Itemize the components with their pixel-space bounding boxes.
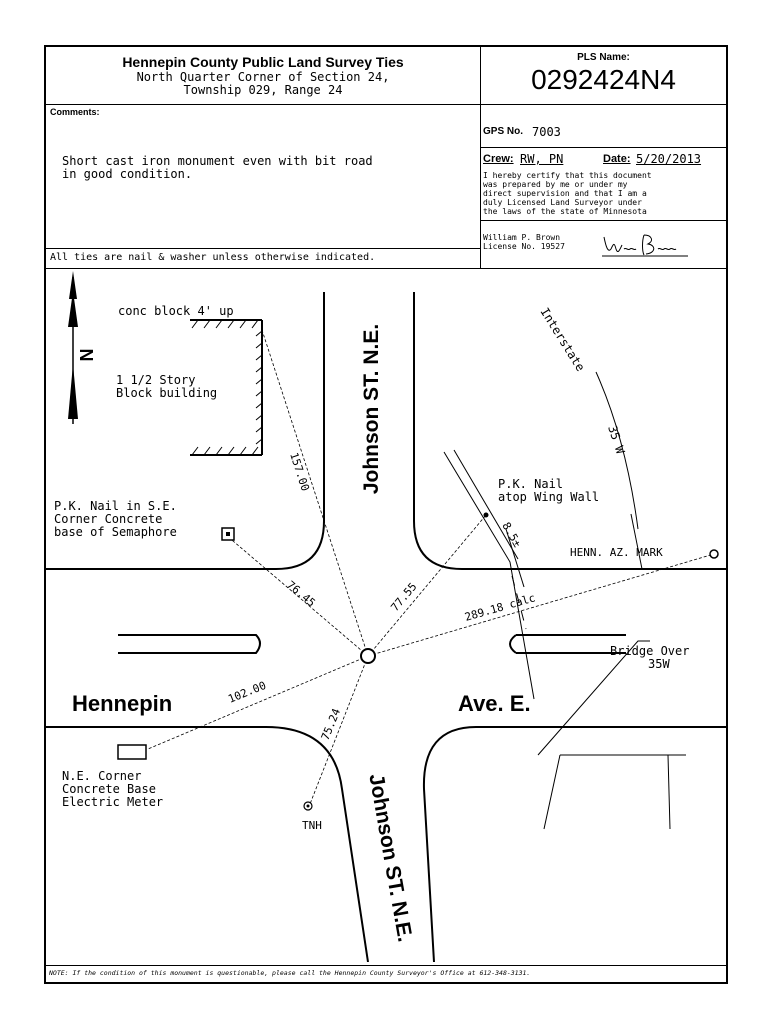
surveyor-name: William P. Brown xyxy=(483,233,561,242)
ne-corner-line-2: Concrete Base xyxy=(62,782,156,796)
tnh-center-icon xyxy=(307,805,310,808)
street-ave-e: Ave. E. xyxy=(458,691,531,716)
cert-line-3: direct supervision and that I am a xyxy=(483,189,647,198)
semaphore-nail-icon xyxy=(226,532,230,536)
bridge-label-line-2: 35W xyxy=(648,657,670,671)
gps-value: 7003 xyxy=(532,125,561,139)
pk-nail-wing-line-2: atop Wing Wall xyxy=(498,490,600,504)
pls-label: PLS Name: xyxy=(577,52,630,63)
tie-lines xyxy=(148,330,714,804)
footer-divider xyxy=(46,965,726,966)
distance-157: 157.00 xyxy=(287,450,312,493)
street-johnson-south: Johnson ST. N.E. xyxy=(364,771,417,944)
distance-289: 289.18 calc xyxy=(463,591,537,624)
tnh-label: TNH xyxy=(302,819,322,832)
surveyor-signature xyxy=(598,227,718,261)
north-label: N xyxy=(76,348,96,362)
electric-meter-icon xyxy=(118,745,146,759)
interstate-lines xyxy=(444,372,686,829)
ties-note: All ties are nail & washer unless otherwise indicated. xyxy=(50,252,376,263)
survey-map xyxy=(46,269,726,962)
crew-label: Crew: xyxy=(483,153,514,165)
gps-label: GPS No. xyxy=(483,126,524,137)
subtitle-line-2: Township 029, Range 24 xyxy=(183,83,343,97)
comments-label: Comments: xyxy=(50,107,100,117)
distance-8-5: 8.5± xyxy=(499,520,524,550)
header-divider-vertical xyxy=(480,47,481,268)
bridge-label-line-1: Bridge Over xyxy=(610,644,690,658)
cert-line-5: the laws of the state of Minnesota xyxy=(483,207,647,216)
henn-az-mark-label: HENN. AZ. MARK xyxy=(570,546,663,559)
date-value: 5/20/2013 xyxy=(636,152,702,166)
distance-76: 76.45 xyxy=(284,578,318,610)
license-number: License No. 19527 xyxy=(483,242,565,251)
comments-divider xyxy=(46,248,480,249)
gps-divider xyxy=(480,147,726,148)
date-label: Date: xyxy=(603,153,631,165)
title-divider xyxy=(46,104,480,105)
distance-77: 77.55 xyxy=(388,580,420,614)
comments-line-2: in good condition. xyxy=(62,167,193,181)
pk-nail-se-line-1: P.K. Nail in S.E. xyxy=(54,499,177,513)
interstate-label: Interstate xyxy=(537,305,588,374)
pls-value: 0292424N4 xyxy=(531,64,676,95)
cert-line-4: duly Licensed Land Surveyor under xyxy=(483,198,642,207)
distance-75: 75.24 xyxy=(318,706,344,743)
pls-divider xyxy=(480,104,726,105)
building-label-line-1: 1 1/2 Story xyxy=(116,373,196,387)
building-label-line-2: Block building xyxy=(116,386,218,400)
subtitle-line-1: North Quarter Corner of Section 24, xyxy=(136,70,390,84)
conc-block-label: conc block 4' up xyxy=(118,304,234,318)
az-mark-icon xyxy=(710,550,718,558)
monument-icon xyxy=(361,649,375,663)
cert-line-2: was prepared by me or under my xyxy=(483,180,628,189)
median-east xyxy=(510,635,626,653)
north-arrow-icon xyxy=(68,271,78,424)
footer-note: NOTE: If the condition of this monument is questionable, please call the Hennepin County Surveyor's Office at 612-348-3131. xyxy=(49,969,531,977)
pk-nail-se-line-3: base of Semaphore xyxy=(54,525,177,539)
interstate-number-label: 35 W xyxy=(605,423,628,456)
street-hennepin: Hennepin xyxy=(72,691,173,716)
distance-102: 102.00 xyxy=(226,678,268,706)
wing-wall-nail-icon xyxy=(484,513,489,518)
ne-corner-line-3: Electric Meter xyxy=(62,795,164,809)
street-johnson-north: Johnson ST. N.E. xyxy=(360,323,383,495)
document-title: Hennepin County Public Land Survey Ties xyxy=(122,54,404,70)
comments-line-1: Short cast iron monument even with bit road xyxy=(62,154,373,168)
crew-value: RW, PN xyxy=(520,152,564,166)
pk-nail-se-line-2: Corner Concrete xyxy=(54,512,163,526)
cert-line-1: I hereby certify that this document xyxy=(483,171,652,180)
pk-nail-wing-line-1: P.K. Nail xyxy=(498,477,564,491)
median-west xyxy=(118,635,260,653)
survey-sheet xyxy=(44,45,728,984)
signature-divider xyxy=(480,220,726,221)
ne-corner-line-1: N.E. Corner xyxy=(62,769,142,783)
